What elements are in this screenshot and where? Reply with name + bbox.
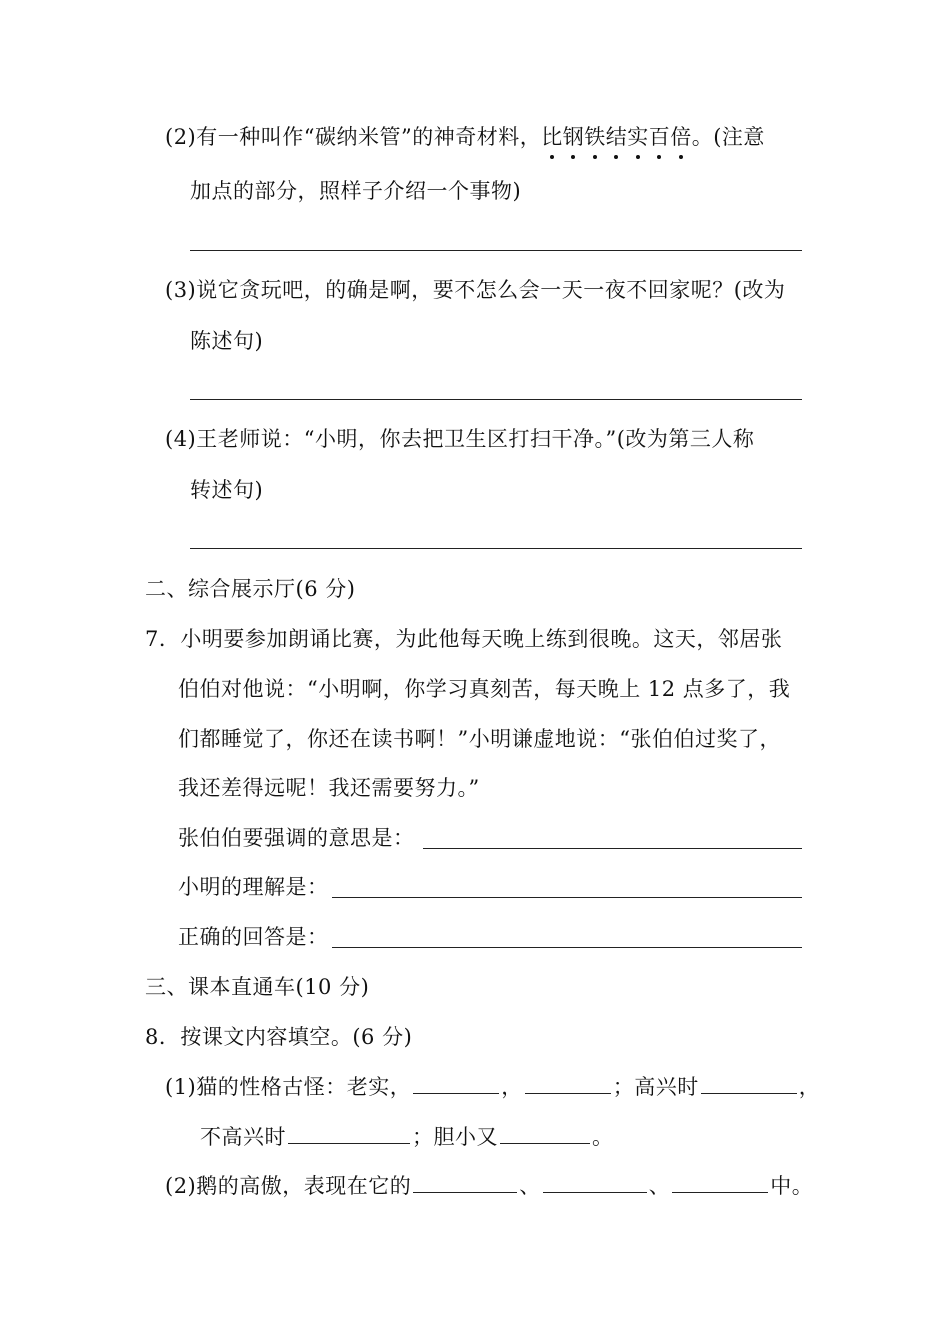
q7-prompt-1: 张伯伯要强调的意思是： [178, 826, 415, 850]
blank[interactable] [413, 1092, 499, 1094]
q8-1-line1: (1)猫的性格古怪：老实， ， ；高兴时 ， [165, 1075, 821, 1099]
q6-4-answer-line[interactable] [190, 548, 802, 549]
section-2-title: 二、综合展示厅(6 分) [145, 577, 356, 601]
q7-answer-line-3[interactable] [332, 947, 802, 948]
q8-title: 8．按课文内容填空。(6 分) [145, 1025, 413, 1049]
q8-1-line2: 不高兴时 ；胆小又 。 [200, 1125, 614, 1149]
q7-answer-line-1[interactable] [423, 848, 802, 849]
dotted-char: 百 [649, 122, 671, 152]
dotted-char: 铁 [584, 122, 606, 152]
dotted-char: 实 [627, 122, 649, 152]
q6-2-line1: (2)有一种叫作“碳纳米管”的神奇材料，比钢铁结实百倍。(注意 [165, 122, 765, 152]
blank[interactable] [672, 1191, 768, 1193]
blank[interactable] [543, 1191, 647, 1193]
blank[interactable] [701, 1092, 797, 1094]
q6-4-line1: (4)王老师说：“小明，你去把卫生区打扫干净。”(改为第三人称 [165, 427, 755, 451]
dotted-char: 钢 [563, 122, 585, 152]
q7-line1: 7．小明要参加朗诵比赛，为此他每天晚上练到很晚。这天，邻居张 [145, 627, 783, 651]
blank[interactable] [500, 1142, 590, 1144]
q6-2-line2: 加点的部分，照样子介绍一个事物) [190, 179, 522, 203]
q6-2-answer-line[interactable] [190, 250, 802, 251]
q6-3-line2: 陈述句) [190, 329, 264, 353]
q7-answer-line-2[interactable] [332, 897, 802, 898]
dotted-char: 结 [606, 122, 628, 152]
q6-3-line1: (3)说它贪玩吧，的确是啊，要不怎么会一天一夜不回家呢？(改为 [165, 278, 786, 302]
blank[interactable] [413, 1191, 517, 1193]
q7-line2: 伯伯对他说：“小明啊，你学习真刻苦，每天晚上 12 点多了，我 [178, 677, 791, 701]
q8-2-line1: (2)鹅的高傲，表现在它的 、 、 中。 [165, 1174, 814, 1198]
section-3-title: 三、课本直通车(10 分) [145, 975, 370, 999]
dotted-char: 倍 [670, 122, 692, 152]
q6-4-line2: 转述句) [190, 478, 264, 502]
q6-3-answer-line[interactable] [190, 399, 802, 400]
q7-prompt-3: 正确的回答是： [178, 925, 329, 949]
blank[interactable] [288, 1142, 410, 1144]
q7-line3: 们都睡觉了，你还在读书啊！”小明谦虚地说：“张伯伯过奖了， [178, 727, 781, 751]
blank[interactable] [525, 1092, 611, 1094]
q7-prompt-2: 小明的理解是： [178, 875, 329, 899]
q7-line4: 我还差得远呢！我还需要努力。” [178, 776, 480, 800]
dotted-char: 比 [541, 122, 563, 152]
